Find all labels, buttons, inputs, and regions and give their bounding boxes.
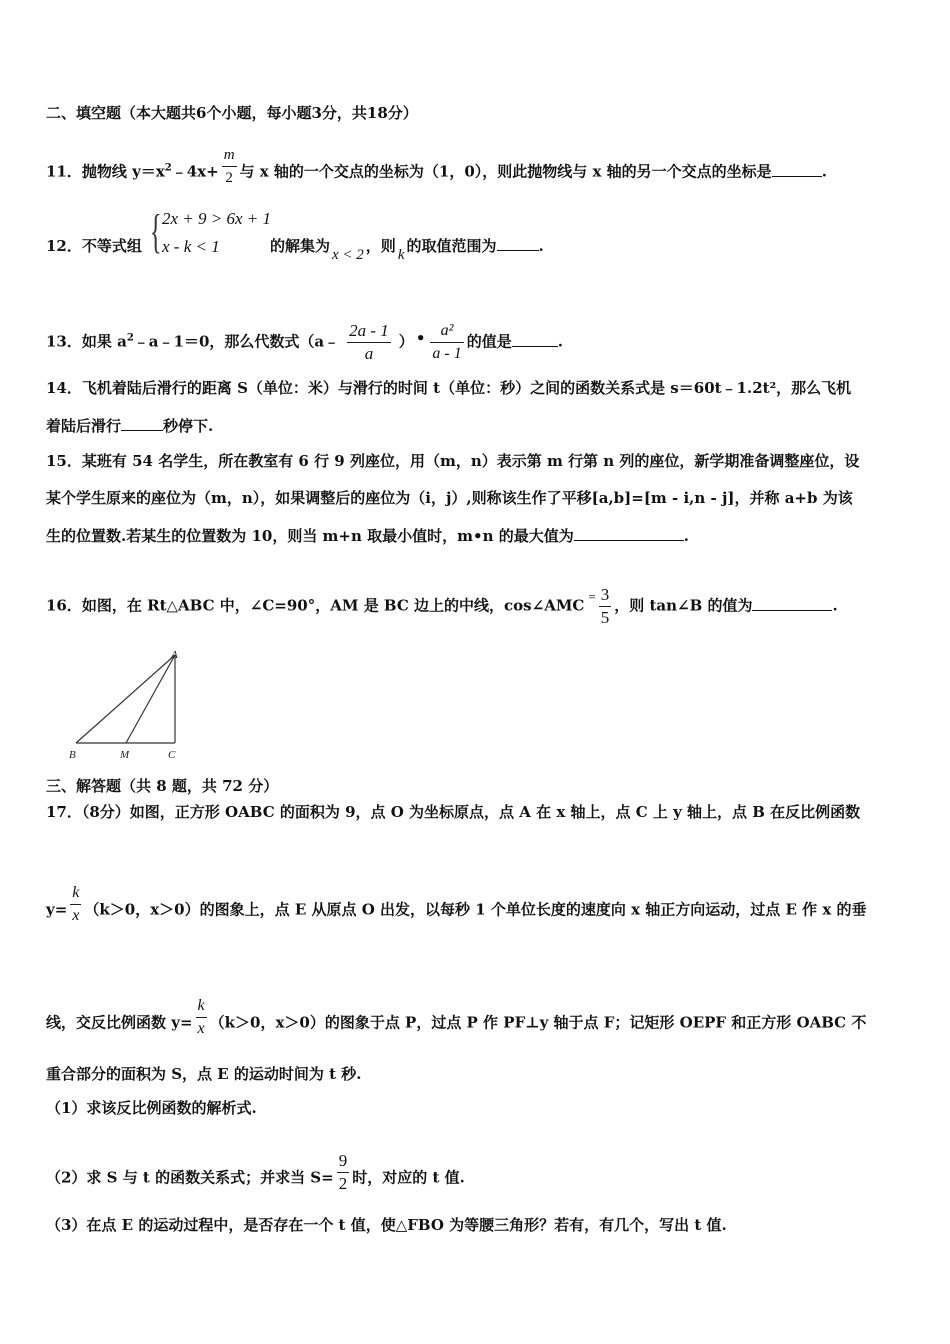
q17-l2-suffix: （k＞0，x＞0）的图象上，点 E 从原点 O 出发，以每秒 1 个单位长度的速度向 x 轴正方向运动，过点 E 作 x 的垂	[84, 900, 867, 919]
question-11	[46, 147, 827, 195]
q12-end: .	[538, 237, 544, 255]
question-17-part2	[46, 1151, 465, 1201]
question-12-rest	[270, 236, 544, 263]
label-m: M	[120, 749, 130, 761]
q11-suffix: 与 x 轴的一个交点的坐标为（1，0），则此抛物线与 x 轴的另一个交点的坐标是	[239, 162, 772, 181]
q17-p2-den: 2	[338, 1174, 348, 1193]
q16-fraction	[599, 584, 612, 629]
question-17-line3	[46, 997, 867, 1046]
q13-fraction-1	[347, 320, 391, 365]
question-14-line2	[46, 416, 213, 436]
triangle-figure	[60, 645, 195, 763]
question-17-line1: 17．（8分）如图，正方形 OABC 的面积为 9，点 O 为坐标原点，点 A 在 x 轴上，点 C 上 y 轴上，点 B 在反比例函数	[46, 803, 861, 821]
q12-var: k	[397, 247, 405, 263]
q17-l3-prefix: 线，交反比例函数 y=	[46, 1013, 193, 1032]
question-15-line3	[46, 526, 689, 546]
q14-line2b: 秒停下.	[163, 417, 214, 435]
question-17-line2	[46, 884, 867, 933]
q16-suffix: ，则 tan∠B 的值为	[614, 596, 753, 615]
q12-brace: {	[150, 205, 162, 258]
q13-end: .	[557, 332, 563, 351]
q17-l2-prefix: y=	[46, 900, 68, 919]
q15-answer-blank[interactable]	[574, 526, 684, 541]
q17-k-2: k	[196, 995, 207, 1018]
question-12-prefix: 12．不等式组	[46, 237, 142, 255]
question-14-line1: 14．飞机着陆后滑行的距离 S（单位：米）与滑行的时间 t（单位：秒）之间的函数关系式是 s＝60t﹣1.2t²，那么飞机	[46, 379, 852, 397]
q17-p2-suffix: 时，对应的 t 值.	[352, 1168, 465, 1187]
label-a: A	[171, 649, 178, 661]
q17-fraction-k-x-1	[70, 882, 81, 927]
q12-mid2: ，则	[365, 237, 396, 255]
q16-frac-num: 3	[599, 584, 612, 607]
q11-mid: ﹣4x+	[171, 162, 219, 181]
q17-p2-fraction	[337, 1150, 350, 1195]
q13-fraction-2	[430, 320, 463, 365]
label-c: C	[168, 749, 176, 761]
q14-line2a: 着陆后滑行	[46, 417, 122, 435]
q13-close: ）	[398, 332, 414, 351]
q13-f2-num: a²	[430, 320, 463, 343]
question-15-line2: 某个学生原来的座位为（m，n），如果调整后的座位为（i，j）,则称该生作了平移[a,b]=[m - i,n - j]，并称 a+b 为该	[46, 489, 853, 507]
q13-exp: 2	[126, 332, 134, 344]
q11-prefix: 11．抛物线 y＝x	[46, 162, 165, 181]
q13-answer-blank[interactable]	[512, 332, 558, 347]
q11-end: .	[821, 162, 827, 181]
q12-row2: x - k < 1	[162, 237, 220, 256]
label-b: B	[69, 749, 76, 761]
line-am	[126, 655, 175, 743]
q17-x-2: x	[197, 1020, 205, 1037]
q13-f1-num: 2a - 1	[347, 320, 391, 343]
q12-answer-blank[interactable]	[497, 236, 539, 251]
q13-suffix: 的值是	[466, 332, 512, 351]
q11-exp: 2	[164, 162, 172, 174]
q13-dot: •	[415, 328, 426, 347]
q12-solution: x < 2	[332, 247, 364, 263]
q13-prefix: 13．如果 a	[46, 332, 127, 351]
question-15-line1: 15．某班有 54 名学生，所在教室有 6 行 9 列座位，用（m，n）表示第 m 行第 n 列的座位，新学期准备调整座位，设	[46, 452, 860, 470]
q12-suffix: 的取值范围为	[406, 237, 497, 255]
question-17-part1: （1）求该反比例函数的解析式.	[46, 1099, 257, 1117]
q16-prefix: 16．如图，在 Rt△ABC 中，∠C=90°，AM 是 BC 边上的中线，cos∠AMC	[46, 596, 585, 615]
question-16	[46, 584, 838, 629]
q14-answer-blank[interactable]	[121, 416, 163, 431]
q16-end: .	[832, 596, 838, 615]
q11-answer-blank[interactable]	[772, 162, 822, 177]
line-ab	[76, 655, 175, 743]
question-17-part3: （3）在点 E 的运动过程中，是否存在一个 t 值，使△FBO 为等腰三角形？若有，有几个，写出 t 值.	[46, 1216, 727, 1234]
q13-f1-den: a	[364, 344, 374, 363]
question-17-line4: 重合部分的面积为 S，点 E 的运动时间为 t 秒.	[46, 1065, 362, 1083]
question-13	[46, 320, 563, 365]
q16-eq: =	[588, 588, 596, 604]
section3-heading: 三、解答题（共 8 题，共 72 分）	[46, 777, 279, 795]
q11-fraction	[222, 144, 237, 189]
q15-line3a: 生的位置数.若某生的位置数为 10，则当 m+n 取最小值时，m•n 的最大值为	[46, 527, 574, 545]
q17-fraction-k-x-2	[196, 995, 207, 1040]
q16-frac-den: 5	[600, 608, 610, 627]
q17-x-1: x	[72, 907, 80, 924]
q12-row1: 2x + 9 > 6x + 1	[162, 209, 272, 228]
q11-frac-num: m	[222, 144, 237, 167]
section2-heading: 二、填空题（本大题共6个小题，每小题3分，共18分）	[46, 104, 418, 122]
q13-mid: ﹣a﹣1＝0，那么代数式（a﹣	[133, 332, 340, 351]
q11-frac-den: 2	[225, 170, 233, 186]
q13-f2-den: a - 1	[432, 345, 462, 362]
q17-p2-num: 9	[337, 1150, 350, 1173]
q17-l3-suffix: （k＞0，x＞0）的图象于点 P，过点 P 作 PF⊥y 轴于点 F；记矩形 OEPF 和正方形 OABC 不	[209, 1013, 867, 1032]
q17-k-1: k	[70, 882, 81, 905]
q15-line3b: .	[683, 527, 689, 545]
q16-answer-blank[interactable]	[752, 596, 832, 611]
q12-mid: 的解集为	[270, 237, 331, 255]
q17-p2-prefix: （2）求 S 与 t 的函数关系式；并求当 S=	[46, 1168, 334, 1187]
